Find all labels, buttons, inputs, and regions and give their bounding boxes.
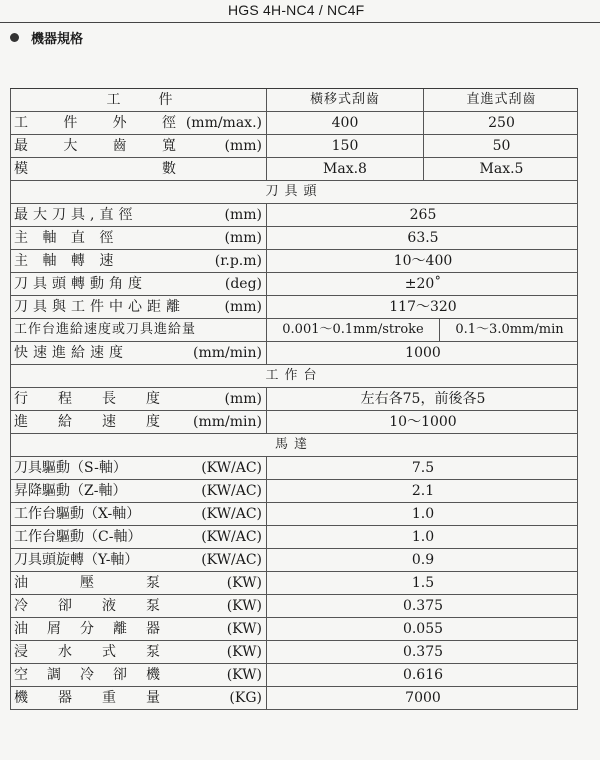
table-row <box>10 112 578 135</box>
label-text <box>14 641 164 663</box>
label-char: 泵 <box>146 575 160 591</box>
row-label <box>11 204 266 226</box>
row-value: 10～400 <box>266 250 579 272</box>
label-text <box>14 135 180 157</box>
row-unit: (KW) <box>226 667 262 683</box>
label-text: 刀具頭轉動角度 <box>14 276 147 292</box>
row-value: 0.055 <box>266 618 579 640</box>
straight-value: 250 <box>423 112 579 134</box>
label-char: 調 <box>47 667 61 683</box>
row-unit: (mm) <box>224 207 262 223</box>
label-char: 機 <box>14 690 28 706</box>
table-row <box>10 227 578 250</box>
label-text <box>14 595 164 617</box>
label-char: 水 <box>58 644 72 660</box>
row-unit: (KW) <box>226 644 262 660</box>
row-label <box>11 664 266 686</box>
label-char: 數 <box>162 161 176 177</box>
col-hob: 橫移式刮齒 <box>266 89 423 111</box>
section-motor: 馬達 <box>274 437 313 452</box>
label-char: 器 <box>58 690 72 706</box>
label-char: 行 <box>14 391 28 407</box>
section-row-tool <box>10 181 578 204</box>
label-char: 器 <box>146 621 160 637</box>
label-text <box>14 618 164 640</box>
table-row <box>10 388 578 411</box>
row-value: 左右各75，前後各5 <box>266 388 579 410</box>
model-title: HGS 4H-NC4 / NC4F <box>228 2 365 18</box>
label-text <box>14 158 180 180</box>
row-value: 0.616 <box>266 664 579 686</box>
label-text: 工作台驅動（C-軸） <box>14 529 142 545</box>
label-char: 齒 <box>112 138 127 154</box>
label-char: 液 <box>102 598 116 614</box>
straight-value: 50 <box>423 135 579 157</box>
label-char: 油 <box>14 575 28 591</box>
label-char: 冷 <box>14 598 28 614</box>
row-unit: (mm) <box>224 299 262 315</box>
row-unit: (mm) <box>224 138 262 154</box>
label-char: 泵 <box>146 598 160 614</box>
table-row <box>10 135 578 158</box>
row-unit: (mm) <box>224 230 262 246</box>
row-label <box>11 112 266 134</box>
label-char: 分 <box>80 621 94 637</box>
feed-value-a: 0.001～0.1mm/stroke <box>266 319 439 341</box>
table-row <box>10 618 578 641</box>
table-row <box>10 595 578 618</box>
label-char: 寬 <box>161 138 176 154</box>
row-label <box>11 503 266 525</box>
section-heading <box>10 28 83 47</box>
row-value: 1.5 <box>266 572 579 594</box>
table-row <box>10 296 578 319</box>
label-text: 刀具頭旋轉（Y-軸） <box>14 552 139 568</box>
row-unit: (mm) <box>224 391 262 407</box>
label-char: 空 <box>14 667 28 683</box>
label-text: 主 軸 直 徑 <box>14 230 119 246</box>
label-char: 程 <box>58 391 72 407</box>
bullet-icon <box>10 33 19 42</box>
row-label <box>11 595 266 617</box>
table-row <box>10 204 578 227</box>
row-value: 1.0 <box>266 503 579 525</box>
table-header-row <box>10 89 578 112</box>
label-text: 刀具驅動（S-軸） <box>14 460 127 476</box>
row-value: 7.5 <box>266 457 579 479</box>
table-row <box>10 457 578 480</box>
row-label <box>11 526 266 548</box>
row-unit: (KW) <box>226 621 262 637</box>
row-value: 0.9 <box>266 549 579 571</box>
label-char: 最 <box>14 138 28 154</box>
label-text <box>14 388 164 410</box>
label-char: 件 <box>63 115 78 131</box>
row-label <box>11 480 266 502</box>
label-char: 長 <box>102 391 116 407</box>
row-value: 10～1000 <box>266 411 579 433</box>
col-straight: 直進式刮齒 <box>423 89 579 111</box>
section-title: 機器規格 <box>31 32 84 47</box>
label-char: 度 <box>146 414 160 430</box>
row-value: 117～320 <box>266 296 579 318</box>
table-row <box>10 526 578 549</box>
spec-table <box>10 88 578 710</box>
label-char: 模 <box>14 161 28 177</box>
row-value: 7000 <box>266 687 579 709</box>
table-row <box>10 572 578 595</box>
row-label <box>11 227 266 249</box>
label-char: 機 <box>146 667 160 683</box>
row-value: 2.1 <box>266 480 579 502</box>
row-unit: (KW) <box>226 598 262 614</box>
label-char: 量 <box>146 690 160 706</box>
label-text: 最大刀具,直徑 <box>14 207 138 223</box>
label-char: 速 <box>102 414 116 430</box>
label-char: 壓 <box>80 575 94 591</box>
label-text: 昇降驅動（Z-軸） <box>14 483 127 499</box>
row-label <box>11 158 266 180</box>
label-text: 主 軸 轉 速 <box>14 253 119 269</box>
table-row <box>10 480 578 503</box>
feed-value-b: 0.1～3.0mm/min <box>439 319 579 341</box>
table-row <box>10 319 578 342</box>
label-char: 重 <box>102 690 116 706</box>
row-unit: (deg) <box>224 276 262 292</box>
table-row <box>10 664 578 687</box>
table-row <box>10 687 578 710</box>
label-char: 浸 <box>14 644 28 660</box>
label-char: 外 <box>112 115 127 131</box>
table-row <box>10 273 578 296</box>
row-value: ±20˚ <box>266 273 579 295</box>
row-value: 0.375 <box>266 641 579 663</box>
row-value: 0.375 <box>266 595 579 617</box>
table-row <box>10 641 578 664</box>
row-label <box>11 641 266 663</box>
row-unit: (KW/AC) <box>201 552 262 568</box>
row-unit: (r.p.m) <box>214 253 262 269</box>
hob-value: 400 <box>266 112 423 134</box>
label-char: 卻 <box>113 667 127 683</box>
row-unit: (KW/AC) <box>201 460 262 476</box>
rapid-unit: (mm/min) <box>193 345 262 361</box>
table-row <box>10 549 578 572</box>
label-char: 屑 <box>47 621 61 637</box>
label-text: 工作台驅動（X-軸） <box>14 506 141 522</box>
rapid-label: 快速進給速度 <box>14 345 128 361</box>
label-char: 式 <box>102 644 116 660</box>
row-value: 63.5 <box>266 227 579 249</box>
rapid-value: 1000 <box>266 342 579 364</box>
section-row-worktable <box>10 365 578 388</box>
label-char: 度 <box>146 391 160 407</box>
section-tool: 刀具頭 <box>265 184 323 199</box>
straight-value: Max.5 <box>423 158 579 180</box>
row-label <box>11 135 266 157</box>
label-text <box>14 687 164 709</box>
row-label <box>11 296 266 318</box>
label-char: 進 <box>14 414 28 430</box>
label-char: 泵 <box>146 644 160 660</box>
row-label <box>11 549 266 571</box>
label-text <box>14 411 164 433</box>
col-item: 工件 <box>106 92 211 108</box>
label-text <box>14 112 180 134</box>
label-text <box>14 664 164 686</box>
label-char: 油 <box>14 621 28 637</box>
table-row <box>10 250 578 273</box>
table-row <box>10 342 578 365</box>
row-label <box>11 411 266 433</box>
section-worktable: 工作台 <box>265 368 323 383</box>
label-char: 工 <box>14 115 28 131</box>
row-label <box>11 618 266 640</box>
row-unit: (KW/AC) <box>201 483 262 499</box>
row-label <box>11 457 266 479</box>
table-row <box>10 503 578 526</box>
row-unit: (mm/min) <box>193 414 262 430</box>
hob-value: 150 <box>266 135 423 157</box>
label-char: 大 <box>63 138 78 154</box>
row-label <box>11 687 266 709</box>
label-char: 給 <box>58 414 72 430</box>
feed-label: 工作台進給速度或刀具進給量 <box>14 322 197 337</box>
row-value: 1.0 <box>266 526 579 548</box>
section-row-motor <box>10 434 578 457</box>
row-unit: (KW/AC) <box>201 529 262 545</box>
row-unit: (KW) <box>226 575 262 591</box>
label-char: 卻 <box>58 598 72 614</box>
row-unit: (mm/max.) <box>185 115 262 131</box>
page-header <box>0 0 600 23</box>
row-label <box>11 388 266 410</box>
label-char: 徑 <box>161 115 176 131</box>
label-char: 冷 <box>80 667 94 683</box>
label-text: 刀具與工件中心距離 <box>14 299 185 315</box>
label-char: 離 <box>113 621 127 637</box>
hob-value: Max.8 <box>266 158 423 180</box>
label-text <box>14 572 164 594</box>
row-value: 265 <box>266 204 579 226</box>
row-label <box>11 572 266 594</box>
row-label <box>11 250 266 272</box>
table-row <box>10 158 578 181</box>
row-label <box>11 273 266 295</box>
table-row <box>10 411 578 434</box>
row-unit: (KW/AC) <box>201 506 262 522</box>
row-unit: (KG) <box>229 690 262 706</box>
